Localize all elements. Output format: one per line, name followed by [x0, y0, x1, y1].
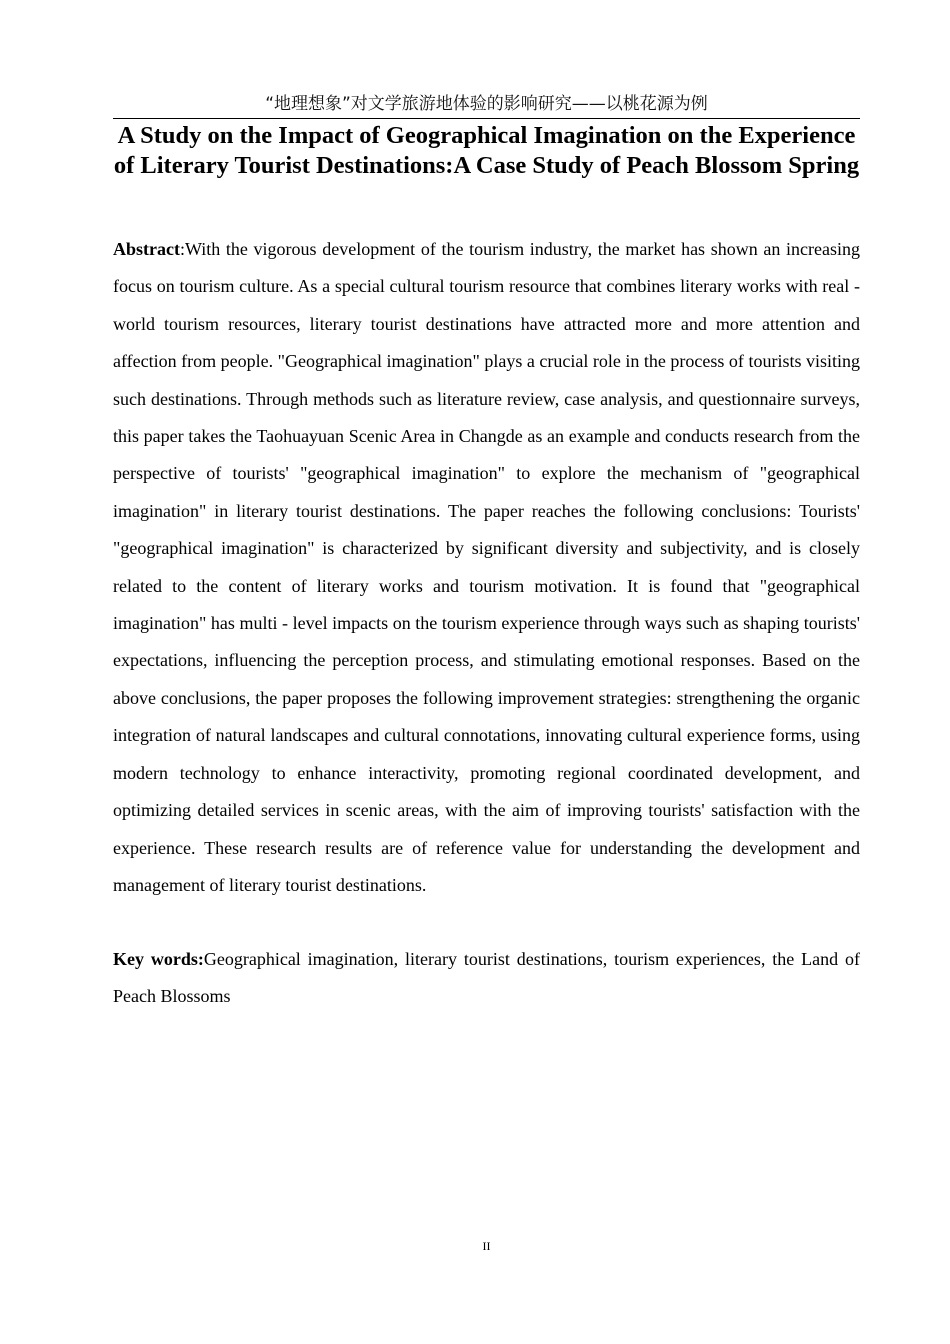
abstract-label: Abstract	[113, 239, 180, 259]
header-rule	[113, 118, 860, 119]
abstract-paragraph	[113, 231, 860, 904]
keywords-text: Geographical imagination, literary tourist destinations, tourism experiences, the Land of Peach Blossoms	[113, 949, 860, 1007]
abstract-text: :With the vigorous development of the tourism industry, the market has shown an increasing focus on tourism culture. As a special cultural tourism resource that combines literary works with real - world tourism resources, literary tourist destinations have attracted more and more attention and affection from people. "Geographical imagination" plays a crucial role in the process of tourists visiting such destinations. Through methods such as literature review, case analysis, and questionnaire surveys, this paper takes the Taohuayuan Scenic Area in Changde as an example and conducts research from the perspective of tourists' "geographical imagination" to explore the mechanism of "geographical imagination" in literary tourist destinations. The paper reaches the following conclusions: Tourists' "geographical imagination" is characterized by significant diversity and subjectivity, and is closely related to the content of literary works and tourism motivation. It is found that "geographical imagination" has multi - level impacts on the tourism experience through ways such as shaping tourists' expectations, influencing the perception process, and stimulating emotional responses. Based on the above conclusions, the paper proposes the following improvement strategies: strengthening the organic integration of natural landscapes and cultural connotations, innovating cultural experience forms, using modern technology to enhance interactivity, promoting regional coordinated development, and optimizing detailed services in scenic areas, with the aim of improving tourists' satisfaction with the experience. These research results are of reference value for understanding the development and management of literary tourist destinations.	[113, 239, 860, 895]
page-number: II	[482, 1239, 491, 1253]
keywords-label: Key words:	[113, 949, 204, 969]
running-header: “地理想象”对文学旅游地体验的影响研究——以桃花源为例	[265, 94, 708, 114]
paper-title: A Study on the Impact of Geographical Imagination on the Experience of Literary Tourist Destinations:A Case Study of Peach Blossom Spring	[113, 122, 860, 179]
keywords-paragraph	[113, 941, 860, 1016]
